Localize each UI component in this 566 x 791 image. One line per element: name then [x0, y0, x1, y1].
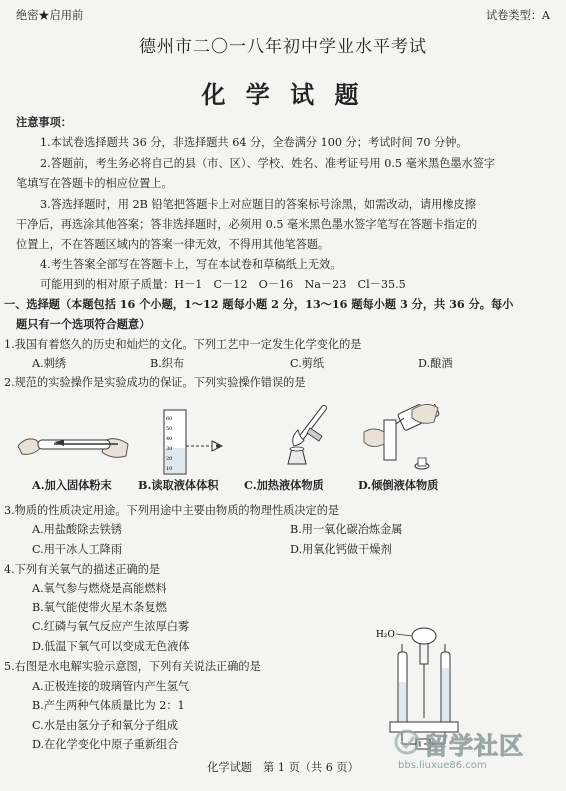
q2-stem: 2.规范的实验操作是实验成功的保证。下列实验操作错误的是 — [4, 376, 306, 389]
cyl-tick: 50 — [166, 426, 173, 432]
secret-label: 绝密★启用前 — [16, 9, 84, 22]
note-line: 1.本试卷选择题共 36 分，非选择题共 64 分，全卷满分 100 分；考试时间 70 分钟。 — [40, 136, 468, 149]
paper-type-label: 试卷类型：A — [485, 9, 550, 22]
q1-option-d: D.酿酒 — [418, 357, 453, 370]
section-heading-cont: 题只有一个选项符合题意） — [16, 317, 151, 331]
q2-figure-a-powder — [14, 410, 134, 472]
watermark-logo-icon — [392, 728, 422, 756]
watermark-url: bbs.liuxue86.com — [398, 760, 487, 771]
note-line: 4.考生答案全部写在答题卡上，写在本试卷和草稿纸上无效。 — [40, 258, 342, 271]
q5-option-d: D.在化学变化中原子重新组合 — [32, 738, 179, 751]
q4-option-c: C.红磷与氧气反应产生浓厚白雾 — [32, 620, 190, 633]
q1-option-c: C.剪纸 — [290, 357, 325, 370]
q1-option-b: B.织布 — [150, 357, 185, 370]
note-line: 笔填写在答题卡的相应位置上。 — [16, 177, 173, 190]
q3-stem: 3.物质的性质决定用途。下列用途中主要由物质的物理性质决定的是 — [4, 504, 340, 517]
page-footer: 化学试题 第 1 页（共 6 页） — [207, 761, 359, 774]
q5-stem: 5.右图是水电解实验示意图，下列有关说法正确的是 — [4, 660, 261, 673]
q3-option-a: A.用盐酸除去铁锈 — [32, 523, 122, 536]
q4-option-b: B.氧气能使带火星木条复燃 — [32, 601, 167, 614]
q2-figure-d-pouring — [358, 404, 448, 476]
watermark-brand: 留学社区 — [424, 732, 524, 760]
cyl-tick: 60 — [166, 416, 173, 422]
q3-option-d: D.用氧化钙做干燥剂 — [290, 543, 392, 556]
note-line: 位置上，不在答题区域内的答案一律无效，不得用其他笔答题。 — [16, 238, 330, 251]
q5-option-a: A.正极连接的玻璃管内产生氢气 — [32, 680, 190, 693]
q2-figure-c-heating — [258, 402, 342, 476]
atomic-mass-line: 可能用到的相对原子质量：H－1 C－12 O－16 Na－23 Cl－35.5 — [40, 278, 406, 291]
cyl-tick: 30 — [166, 446, 173, 452]
q5-option-b: B.产生两种气体质量比为 2：1 — [32, 699, 185, 712]
q2-option-c: C.加热液体物质 — [244, 478, 324, 492]
q3-option-c: C.用干冰人工降雨 — [32, 543, 123, 556]
note-line: 干净后，再选涂其他答案；答非选择题时，必须用 0.5 毫米黑色墨水签字笔写在答题卡指定的 — [16, 218, 478, 231]
q2-option-b: B.读取液体体积 — [138, 478, 219, 492]
cyl-tick: 40 — [166, 436, 173, 442]
q4-option-d: D.低温下氧气可以变成无色液体 — [32, 640, 190, 653]
q2-option-a: A.加入固体粉末 — [32, 478, 112, 492]
q5-option-c: C.水是由氢分子和氧分子组成 — [32, 719, 178, 732]
section-heading: 一、选择题（本题包括 16 个小题，1～12 题每小题 2 分，13～16 题每小题 3 分，共 36 分。每小 — [4, 297, 514, 311]
q2-figure-b-cylinder — [150, 408, 230, 478]
q3-option-b: B.用一氧化碳冶炼金属 — [290, 523, 403, 536]
h2o-label: H₂O — [376, 630, 395, 640]
q4-stem: 4.下列有关氧气的描述正确的是 — [4, 563, 161, 576]
notes-title: 注意事项： — [16, 115, 72, 129]
page-title: 化 学 试 题 — [201, 80, 365, 109]
q4-option-a: A.氧气参与燃烧是高能燃料 — [32, 582, 167, 595]
cyl-tick: 10 — [166, 466, 173, 472]
q1-option-a: A.刺绣 — [32, 357, 67, 370]
q2-option-d: D.倾倒液体物质 — [358, 478, 439, 492]
note-line: 3.答选择题时，用 2B 铅笔把答题卡上对应题目的答案标号涂黑，如需改动，请用橡皮擦 — [40, 198, 476, 211]
cyl-tick: 20 — [166, 456, 173, 462]
q1-stem: 1.我国有着悠久的历史和灿烂的文化。下列工艺中一定发生化学变化的是 — [4, 338, 362, 351]
note-line: 2.答题前，考生务必将自己的县（市、区）、学校、姓名、准考证号用 0.5 毫米黑色墨水签字 — [40, 157, 496, 170]
exam-name: 德州市二〇一八年初中学业水平考试 — [139, 37, 427, 57]
